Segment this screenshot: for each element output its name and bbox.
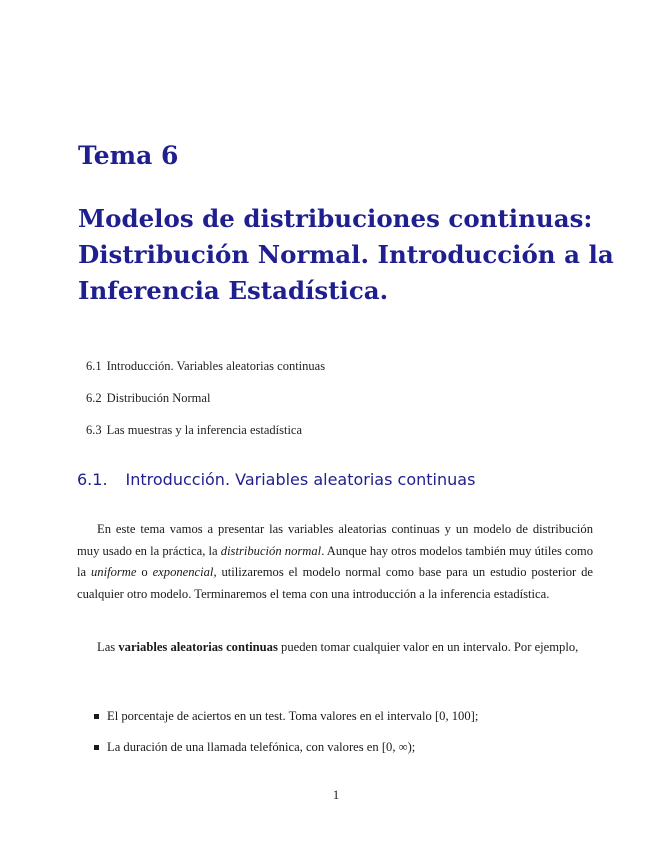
toc-item-label: Introducción. Variables aleatorias continuas (106, 359, 326, 373)
emphasis-exponential: exponencial (152, 565, 214, 579)
section-title: Introducción. Variables aleatorias continuas (125, 470, 476, 489)
definition-text-2: pueden tomar cualquier valor en un intervalo. Por ejemplo, (277, 640, 579, 654)
table-of-contents (86, 357, 325, 453)
chapter-title-line-1: Modelos de distribuciones continuas: (78, 204, 593, 233)
toc-item-number: 6.2 (86, 391, 102, 405)
emphasis-uniform: uniforme (91, 565, 137, 579)
intro-text-4: , utilizaremos el modelo normal como base para un estudio posterior de cualquier otro modelo. Terminaremos el tema con una introducción a la inferencia estadística. (77, 565, 593, 601)
toc-item-6-2[interactable] (86, 389, 325, 421)
page-number: 1 (332, 788, 340, 802)
toc-item-number: 6.1 (86, 359, 102, 373)
intro-paragraph (77, 519, 593, 605)
intro-text-1: En este tema vamos a presentar las variables aleatorias continuas y un modelo de distribución muy usado en la práctica, la (77, 522, 593, 558)
chapter-title (78, 201, 618, 309)
toc-item-label: Distribución Normal (106, 391, 211, 405)
chapter-title-line-3: Inferencia Estadística. (78, 276, 389, 305)
chapter-label: Tema 6 (78, 141, 179, 170)
list-item-text: La duración de una llamada telefónica, con valores en [0, ∞); (107, 740, 416, 754)
bold-continuous-variables: variables aleatorias continuas (118, 640, 278, 654)
toc-item-label: Las muestras y la inferencia estadística (106, 423, 303, 437)
list-item (94, 707, 478, 738)
toc-item-6-1[interactable] (86, 357, 325, 389)
list-item-text: El porcentaje de aciertos en un test. Toma valores en el intervalo [0, 100]; (107, 709, 479, 723)
definition-text-1: Las (97, 640, 119, 654)
list-item (94, 738, 478, 769)
section-heading (77, 470, 475, 489)
definition-paragraph (77, 637, 593, 659)
chapter-title-line-2: Distribución Normal. Introducción a la (78, 240, 614, 269)
intro-text-2: . Aunque hay otros modelos también muy útiles como la (77, 543, 594, 579)
intro-text-3: o (136, 565, 153, 579)
section-number: 6.1. (77, 470, 108, 489)
toc-item-6-3[interactable] (86, 421, 325, 453)
example-list (94, 707, 478, 769)
bullet-icon (94, 714, 99, 719)
toc-item-number: 6.3 (86, 423, 102, 437)
emphasis-normal-distribution: distribución normal (220, 543, 322, 558)
bullet-icon (94, 745, 99, 750)
